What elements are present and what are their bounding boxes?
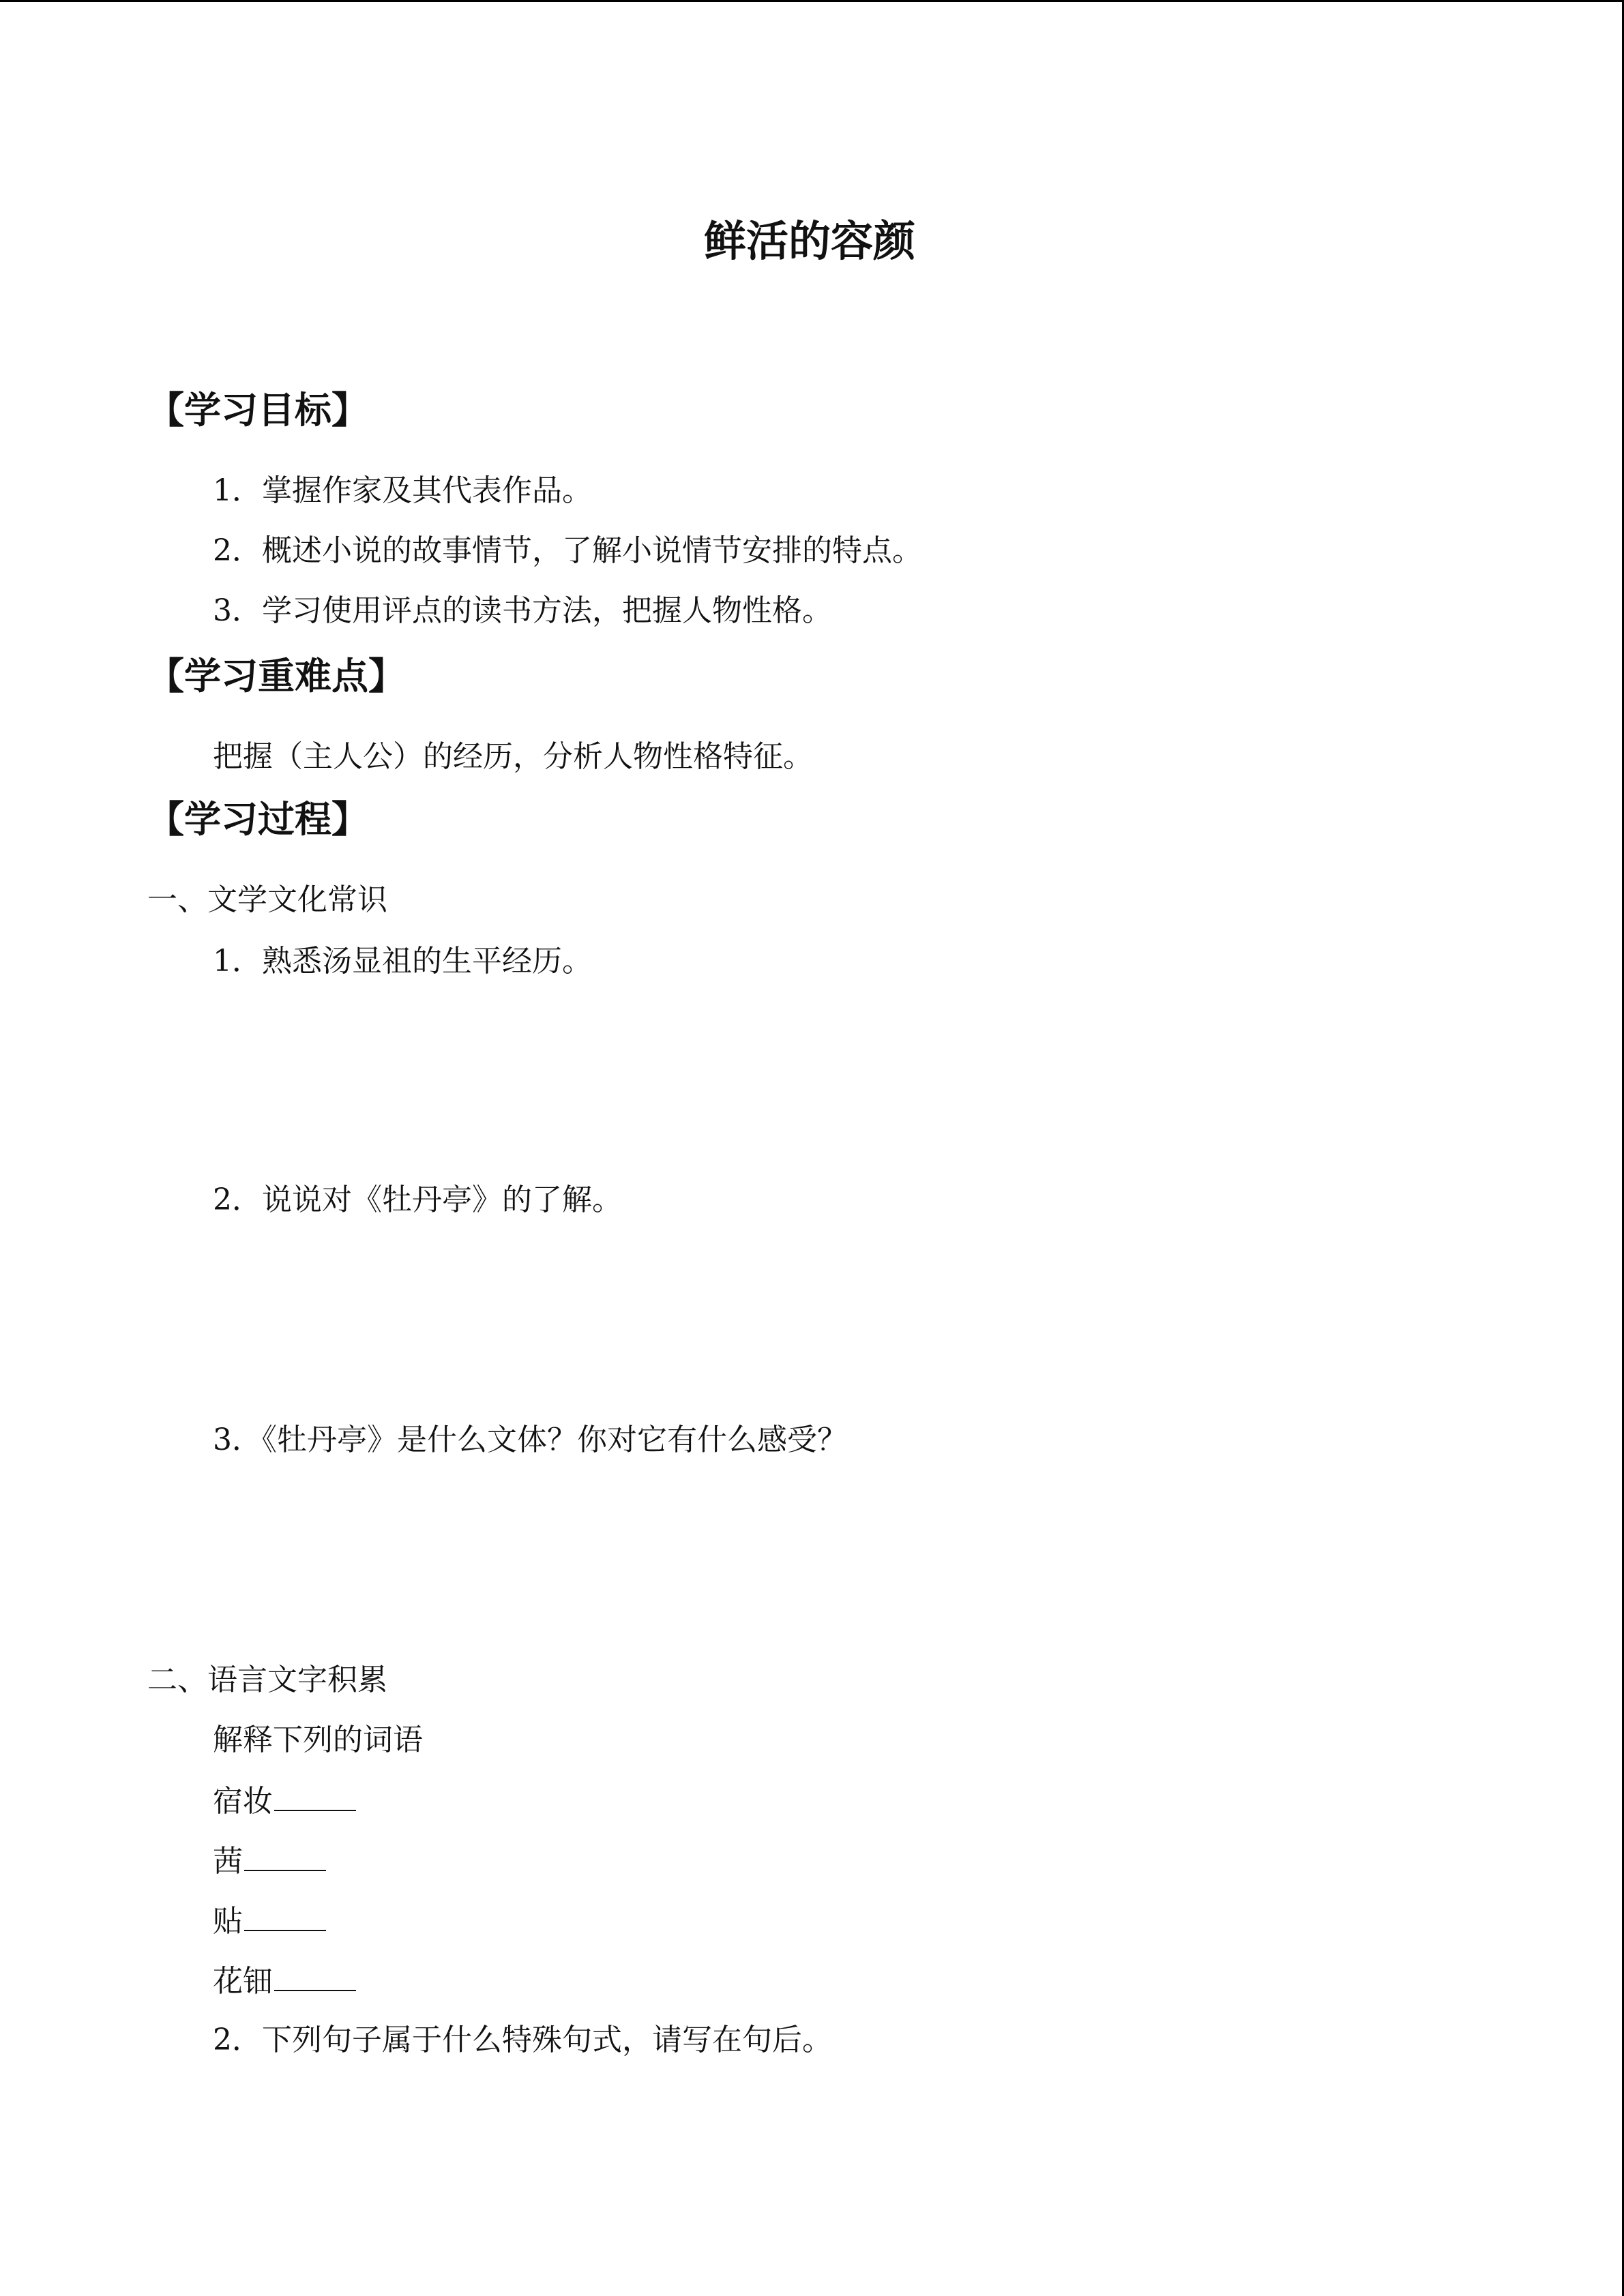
objective-item-2: 2．概述小说的故事情节，了解小说情节安排的特点。 (213, 533, 922, 568)
part1-question-2: 2．说说对《牡丹亭》的了解。 (213, 1182, 622, 1217)
vocab-answer-blank-4[interactable] (274, 1963, 356, 1991)
part1-title: 一、文学文化常识 (147, 882, 387, 917)
vocab-item-1 (213, 1783, 356, 1819)
part1-question-3: 3．《牡丹亭》是什么文体？你对它有什么感受？ (213, 1422, 847, 1457)
vocab-word-1: 宿妆 (213, 1784, 273, 1819)
objectives-heading: 【学习目标】 (147, 388, 368, 432)
vocab-answer-blank-1[interactable] (274, 1783, 356, 1811)
key-points-text: 把握（主人公）的经历，分析人物性格特征。 (213, 739, 813, 774)
part2-title: 二、语言文字积累 (147, 1663, 387, 1697)
vocab-item-2 (213, 1843, 326, 1879)
vocab-answer-blank-3[interactable] (244, 1903, 326, 1931)
page-title: 鲜活的容颜 (704, 216, 916, 266)
vocab-item-4 (213, 1963, 356, 1999)
page-top-border (0, 0, 1624, 2)
objective-item-3: 3．学习使用评点的读书方法，把握人物性格。 (213, 593, 832, 628)
vocab-item-3 (213, 1903, 326, 1939)
vocab-word-2: 茜 (213, 1844, 243, 1879)
vocab-word-4: 花钿 (213, 1964, 273, 1999)
key-points-heading: 【学习重难点】 (147, 654, 405, 698)
objective-item-1: 1．掌握作家及其代表作品。 (213, 473, 592, 508)
vocab-answer-blank-2[interactable] (244, 1843, 326, 1871)
part2-question-2: 2．下列句子属于什么特殊句式，请写在句后。 (213, 2023, 832, 2057)
vocab-word-3: 贴 (213, 1904, 243, 1939)
part2-instruction: 解释下列的词语 (213, 1723, 423, 1757)
process-heading: 【学习过程】 (147, 797, 368, 841)
part1-question-1: 1．熟悉汤显祖的生平经历。 (213, 944, 592, 979)
